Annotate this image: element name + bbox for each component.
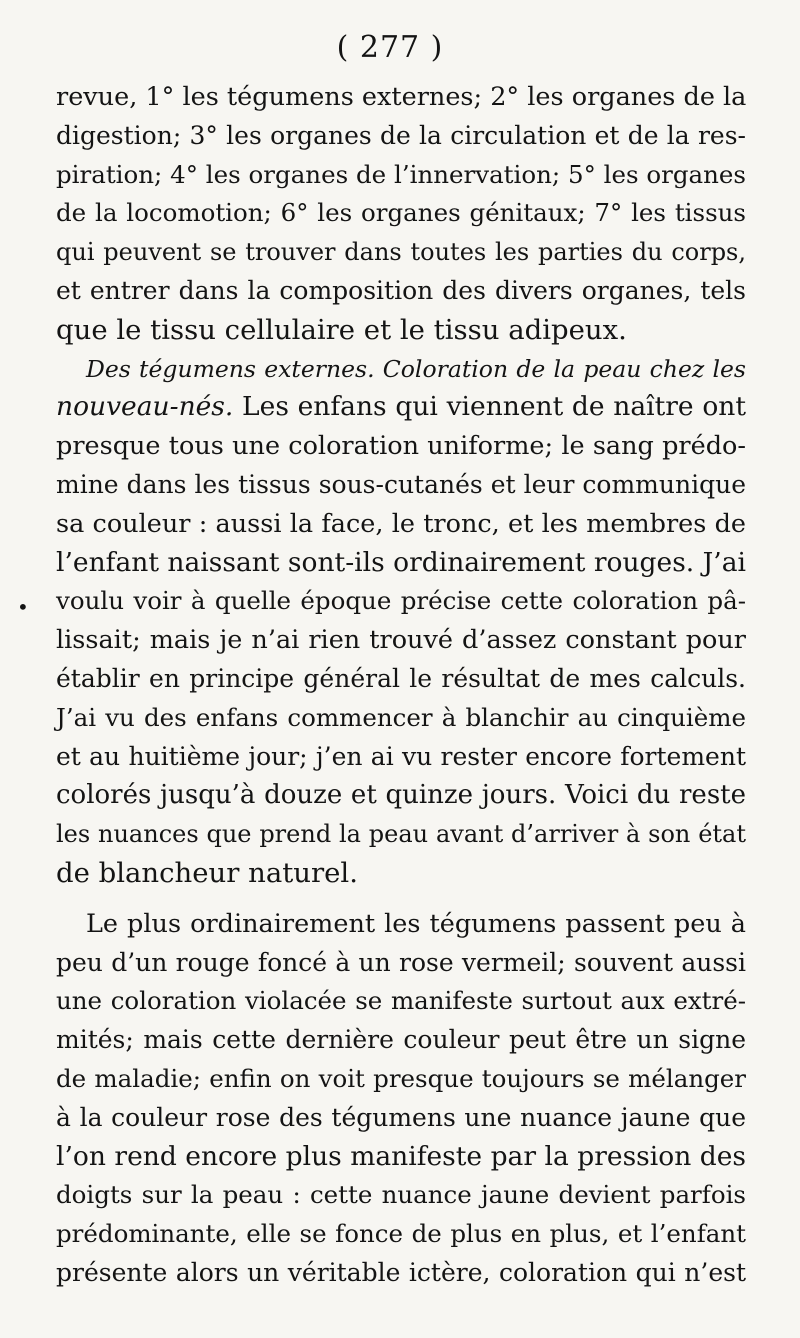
text-line: et au huitième jour; j’en ai vu rester encore fortement (56, 741, 746, 771)
paragraph-2 (56, 350, 746, 893)
text-line: prédominante, elle se fonce de plus en plus, et l’enfant (56, 1219, 746, 1249)
text-line: une coloration violacée se manifeste surtout aux extré- (56, 986, 746, 1016)
text-line: de la locomotion; 6° les organes génitaux; 7° les tissus (56, 198, 746, 228)
text-line: mine dans les tissus sous-cutanés et leur communique (56, 469, 746, 499)
paragraph-3 (56, 905, 746, 1293)
text-line: l’on rend encore plus manifeste par la pression des (56, 1140, 746, 1172)
section-heading-continued: nouveau-nés. (56, 391, 234, 423)
margin-mark: • (17, 595, 29, 619)
text-line: doigts sur la peau : cette nuance jaune devient parfois (56, 1180, 746, 1210)
text-line: peu d’un rouge foncé à un rose vermeil; souvent aussi (56, 947, 746, 977)
text-line: Le plus ordinairement les tégumens passent peu à (86, 908, 746, 939)
text-line: de maladie; enfin on voit presque toujours se mélanger (56, 1063, 746, 1093)
body-text (56, 78, 746, 1293)
text-line: que le tissu cellulaire et le tissu adipeux. (56, 313, 627, 346)
text-line: présente alors un véritable ictère, coloration qui n’est (56, 1257, 746, 1287)
text-line: sa couleur : aussi la face, le tronc, et les membres de (56, 508, 746, 539)
text-line: mités; mais cette dernière couleur peut être un signe (56, 1025, 746, 1055)
section-heading: Des tégumens externes. Coloration de la peau chez les (86, 354, 746, 383)
text-line: digestion; 3° les organes de la circulation et de la res- (56, 120, 746, 150)
page-number: ( 277 ) (336, 30, 444, 65)
text-line: J’ai vu des enfans commencer à blanchir au cinquième (56, 702, 746, 732)
paragraph-1 (56, 78, 746, 350)
text-line: à la couleur rose des tégumens une nuance jaune que (56, 1102, 746, 1132)
text-line: l’enfant naissant sont-ils ordinairement rouges. J’ai (56, 546, 746, 578)
text-line: de blancheur naturel. (56, 856, 358, 889)
text-line: voulu voir à quelle époque précise cette coloration pâ- (56, 586, 746, 616)
paragraph-gap (56, 893, 746, 905)
text-line: piration; 4° les organes de l’innervation; 5° les organes (56, 159, 746, 189)
text-span: Les enfans qui viennent de naître ont (233, 391, 746, 423)
text-line: lissait; mais je n’ai rien trouvé d’assez constant pour (56, 625, 746, 656)
text-line: les nuances que prend la peau avant d’arriver à son état (56, 820, 746, 849)
text-line: presque tous une coloration uniforme; le sang prédo- (56, 431, 746, 462)
text-line: revue, 1° les tégumens externes; 2° les organes de la (56, 82, 747, 112)
text-line: colorés jusqu’à douze et quinze jours. Voici du reste (56, 780, 746, 811)
text-line: qui peuvent se trouver dans toutes les parties du corps, (56, 238, 746, 267)
text-line (56, 388, 746, 427)
text-line: et entrer dans la composition des divers organes, tels (56, 275, 746, 305)
text-line: établir en principe général le résultat de mes calculs. (56, 663, 746, 693)
